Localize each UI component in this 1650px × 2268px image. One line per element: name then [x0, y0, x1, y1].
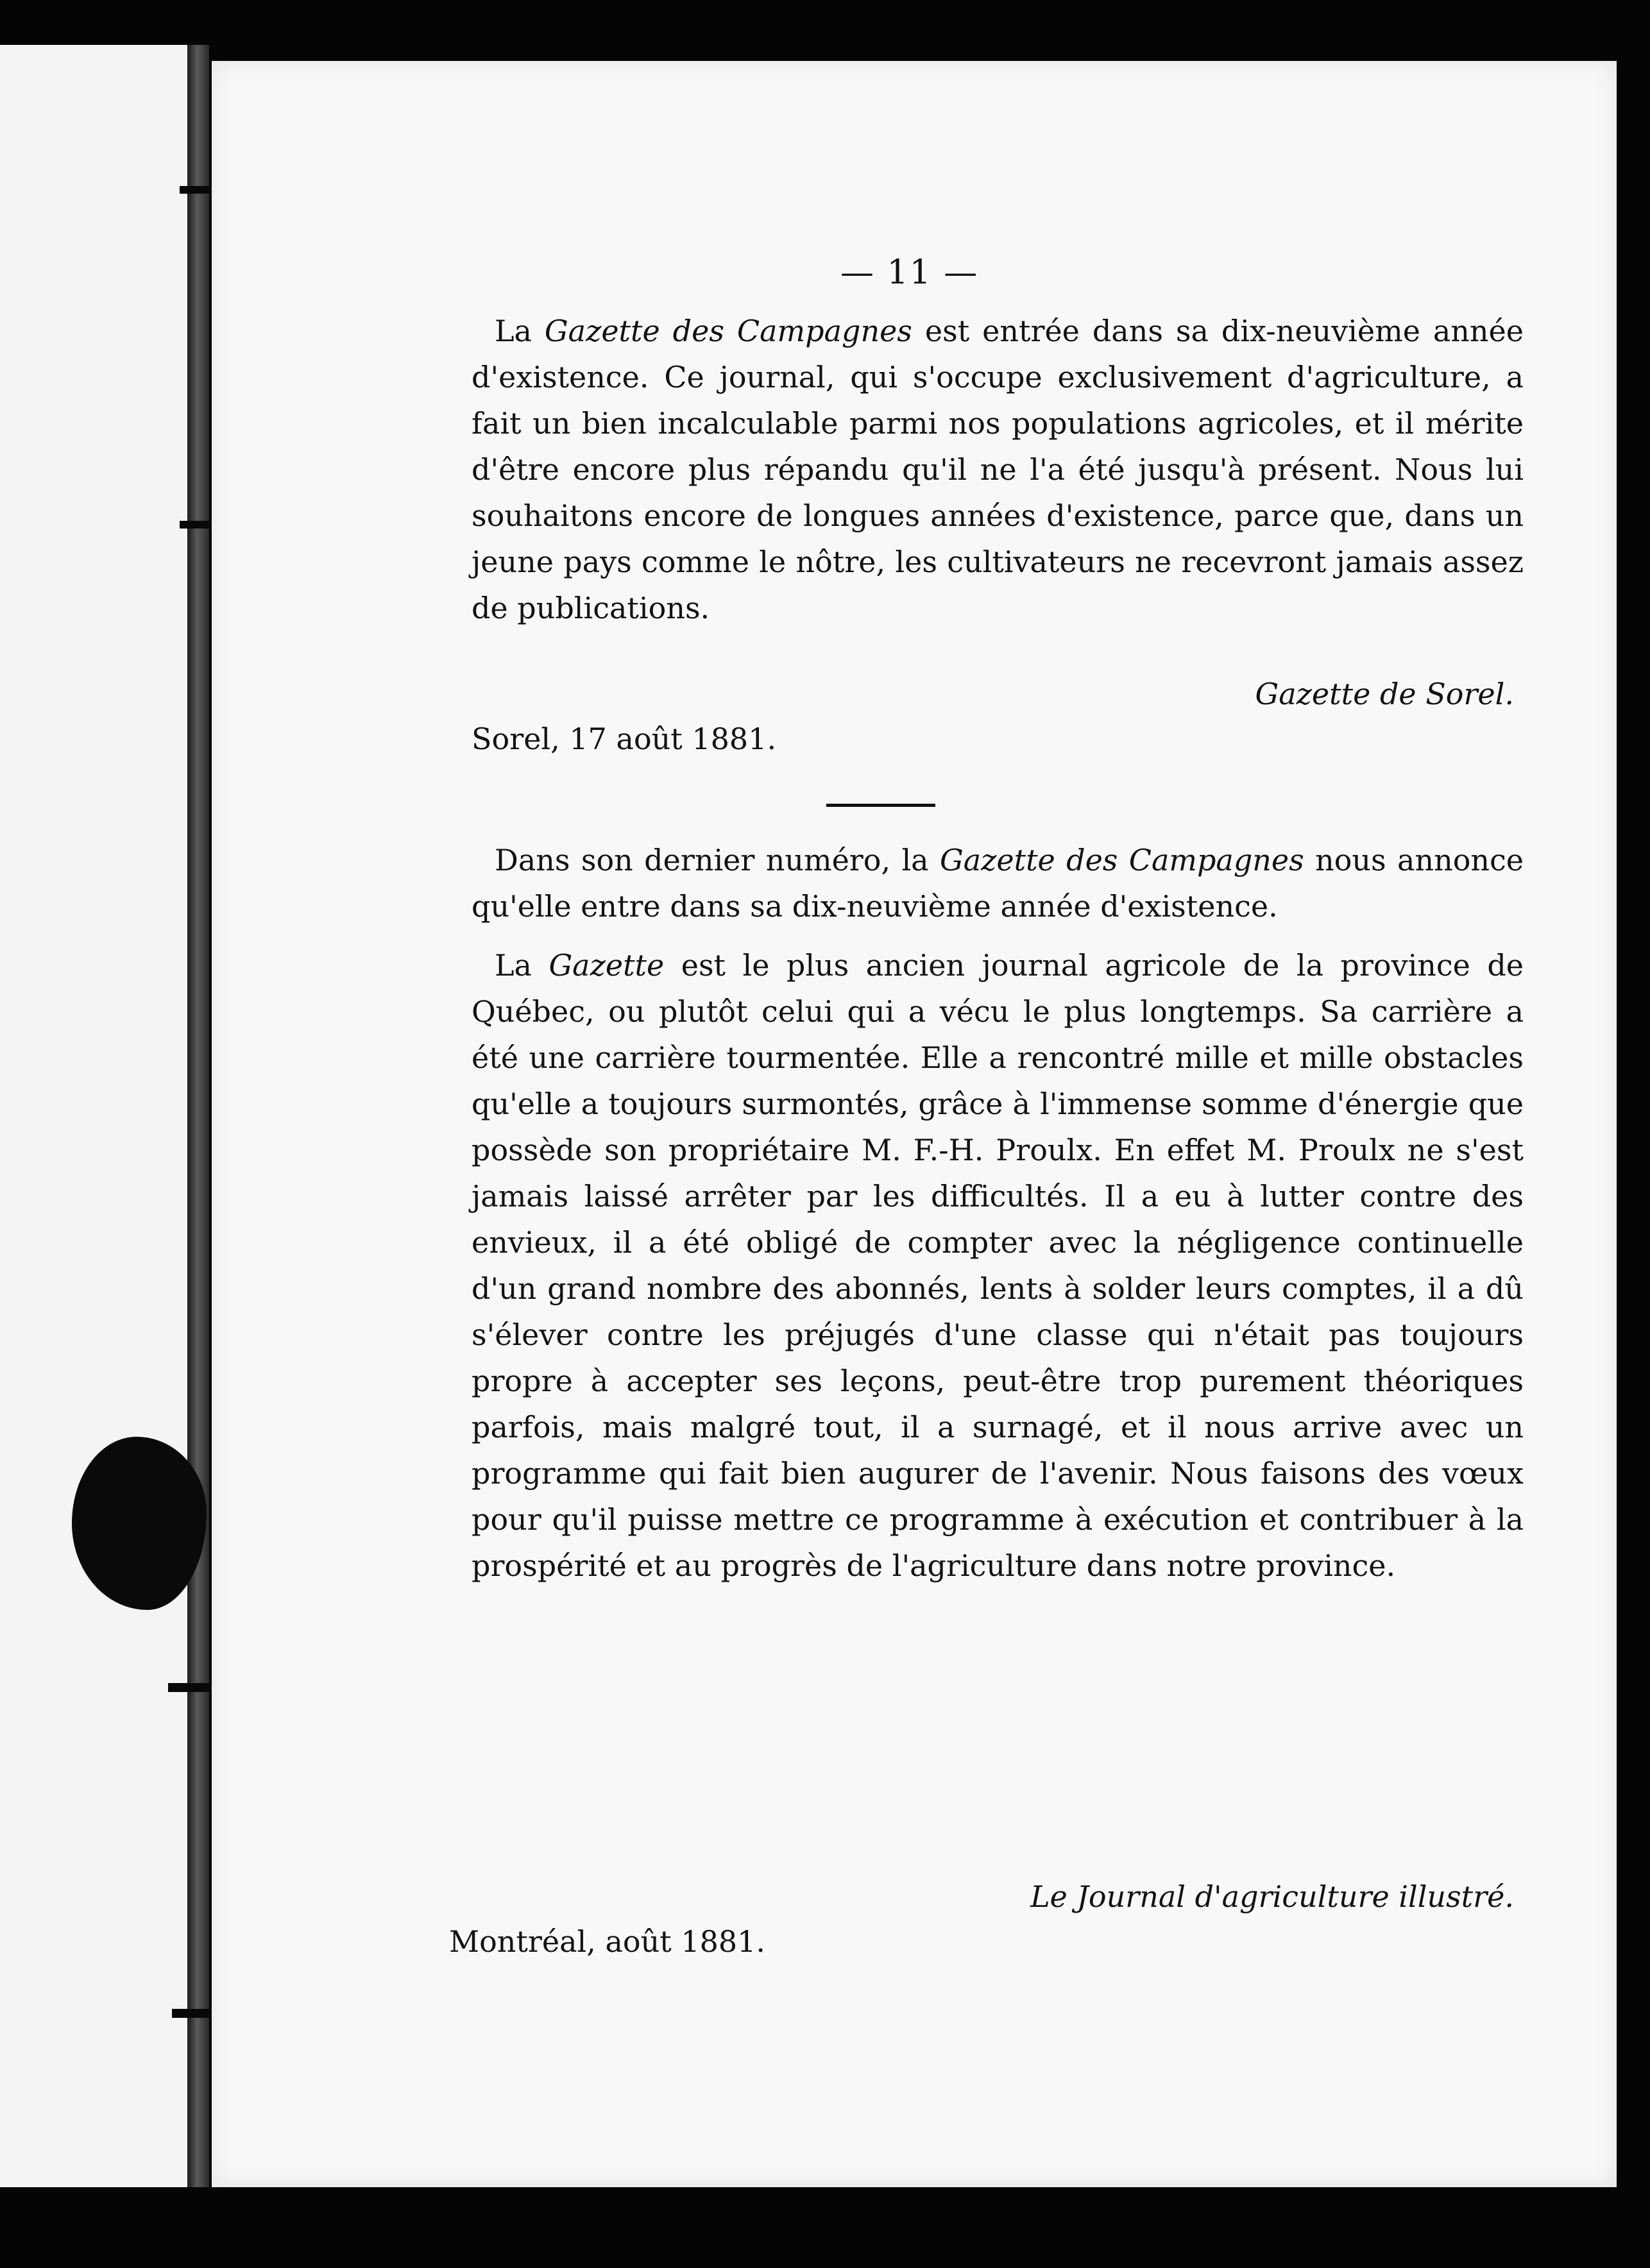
- left-blank-leaf: [0, 45, 192, 2187]
- article1-body: est entrée dans sa dix-neuvième année d'existence. Ce journal, qui s'occupe exclusivement d'agriculture, a fait un bien incalculable parmi nos populations agricoles, et il mérite d'être encore plus répandu qu'il ne l'a été jusqu'à présent. Nous lui souhaitons encore de longues années d'existence, parce que, dans un jeune pays comme le nôtre, les cultivateurs ne recevront jamais assez de publications.: [472, 314, 1524, 625]
- article1-signature: Gazette de Sorel.: [1255, 677, 1514, 711]
- article2-dateline: Montréal, août 1881.: [449, 1924, 766, 1959]
- article2-p1-body: nous annonce qu'elle entre dans sa dix-neuvième année d'existence.: [472, 843, 1524, 924]
- section-divider: [826, 804, 935, 807]
- article2-p1-title: Gazette des Campagnes: [939, 843, 1304, 877]
- article2-p2-body: est le plus ancien journal agricole de la province de Québec, ou plutôt celui qui a vécu le plus longtemps. Sa carrière a été une carrière tourmentée. Elle a rencontré mille et mille obstacles qu'elle a toujours surmontés, grâce à l'immense somme d'énergie que possède son propriétaire M. F.-H. Proulx. En effet M. Proulx ne s'est jamais laissé arrêter par les difficultés. Il a eu à lutter contre des envieux, il a été obligé de compter avec la négligence continuelle d'un grand nombre des abonnés, lents à solder leurs comptes, il a dû s'élever contre les préjugés d'une classe qui n'était pas toujours propre à accepter ses leçons, peut-être trop purement théoriques parfois, mais malgré tout, il a surnagé, et il nous arrive avec un programme qui fait bien augurer de l'avenir. Nous faisons des vœux pour qu'il puisse mettre ce programme à exécution et contribuer à la prospérité et au progrès de l'agriculture dans notre province.: [472, 948, 1524, 1583]
- printed-page: [212, 61, 1617, 2187]
- article1-paragraph: [472, 308, 1524, 631]
- page-number: — 11 —: [840, 253, 979, 292]
- article2-p2-lead: La: [495, 948, 549, 983]
- article2-p2-title: Gazette: [549, 948, 665, 983]
- binding-clip-4: [172, 2009, 217, 2018]
- article2-p1-lead: Dans son dernier numéro, la: [495, 843, 940, 877]
- article2-paragraph-2: [472, 942, 1524, 1589]
- article-journal-agriculture: [472, 837, 1524, 1589]
- article1-lead: La: [495, 314, 545, 348]
- article2-paragraph-1: [472, 837, 1524, 929]
- article-gazette-de-sorel: [472, 308, 1524, 631]
- article2-signature: Le Journal d'agriculture illustré.: [1030, 1879, 1514, 1914]
- article1-dateline: Sorel, 17 août 1881.: [472, 722, 777, 756]
- book-gutter: [187, 45, 209, 2187]
- article1-title: Gazette des Campagnes: [544, 314, 912, 348]
